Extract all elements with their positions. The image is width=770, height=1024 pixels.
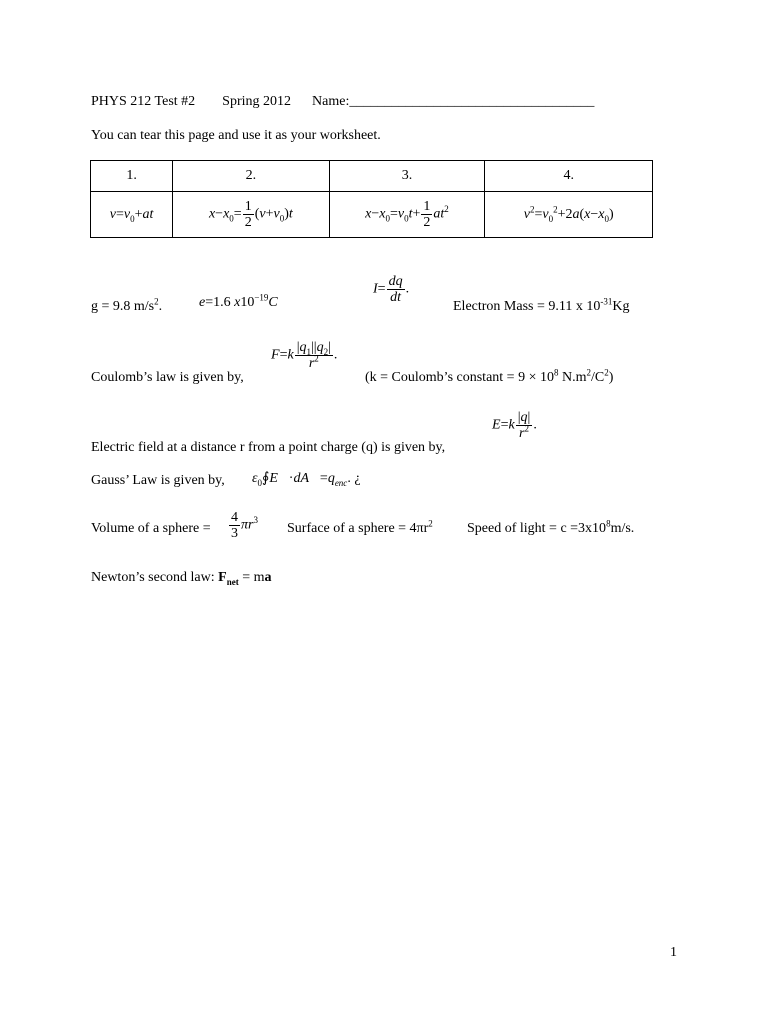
table-header-row [91, 161, 653, 192]
equation-4: $v^2=v_0^2+2a(x-x_0)$ [485, 192, 653, 238]
equation-2: $x-x_0=$ $\frac{1}{2}$ $(v+v_0)t$ [173, 192, 329, 238]
surface-area: Surface of a sphere = $4\pi r^2$ [287, 518, 433, 536]
volume-label: Volume of a sphere = [91, 521, 211, 536]
elementary-charge: e=1.6 $x10^{-19}C$ [199, 292, 278, 310]
electron-mass: Electron Mass = 9.11 x $10^{-31}Kg$ [453, 296, 630, 314]
speed-of-light: Speed of light = $c =3x10^8m/s$. [467, 518, 635, 536]
instruction-text: You can tear this page and use it as your worksheet. [91, 128, 381, 143]
table-header-cell: 2. [173, 161, 329, 192]
current-formula: I= $\frac{dq}{dt}$ . [373, 274, 410, 305]
name-field: Name:___________________________________ [312, 94, 595, 109]
gauss-label: Gauss’ Law is given by, [91, 473, 225, 488]
equation-1: $v=v_0+at$ [91, 192, 173, 238]
page-number: 1 [670, 945, 677, 960]
gauss-formula: $\varepsilon_0∮E⃗\cdot dA⃗=q_{enc}$. ¿ [252, 471, 361, 488]
volume-formula: $\frac{4}{3}$ $\pi r^3$ [231, 510, 258, 541]
table-header-cell: 3. [329, 161, 485, 192]
coulomb-formula: F=k $\frac{|q_1||q_2|}{r^2}$ . [271, 340, 338, 371]
course-title: PHYS 212 Test #2 [91, 94, 196, 109]
coulomb-label: Coulomb’s law is given by, [91, 370, 244, 385]
gravity-constant: g = 9.8 $m/s^2$. [91, 296, 163, 314]
table-header-cell: 4. [485, 161, 653, 192]
term: Spring 2012 [222, 94, 292, 109]
field-label: Electric field at a distance r from a point charge (q) is given by, [91, 440, 446, 455]
table-header-cell: 1. [91, 161, 173, 192]
equation-3: $x-x_0=v_0t+$ $\frac{1}{2}$ $at^2$ [329, 192, 485, 238]
newton-law: Newton’s second law: $F_{net}$ = ma [91, 570, 272, 587]
field-formula: E=k $\frac{|q|}{r^2}$ . [492, 410, 537, 441]
coulomb-constant: (k = Coulomb’s constant = $9 \times 10^8$ $N.m^2/C^2$) [365, 367, 614, 385]
header-line [91, 94, 594, 110]
kinematics-table [90, 160, 653, 238]
table-equation-row [91, 192, 653, 238]
